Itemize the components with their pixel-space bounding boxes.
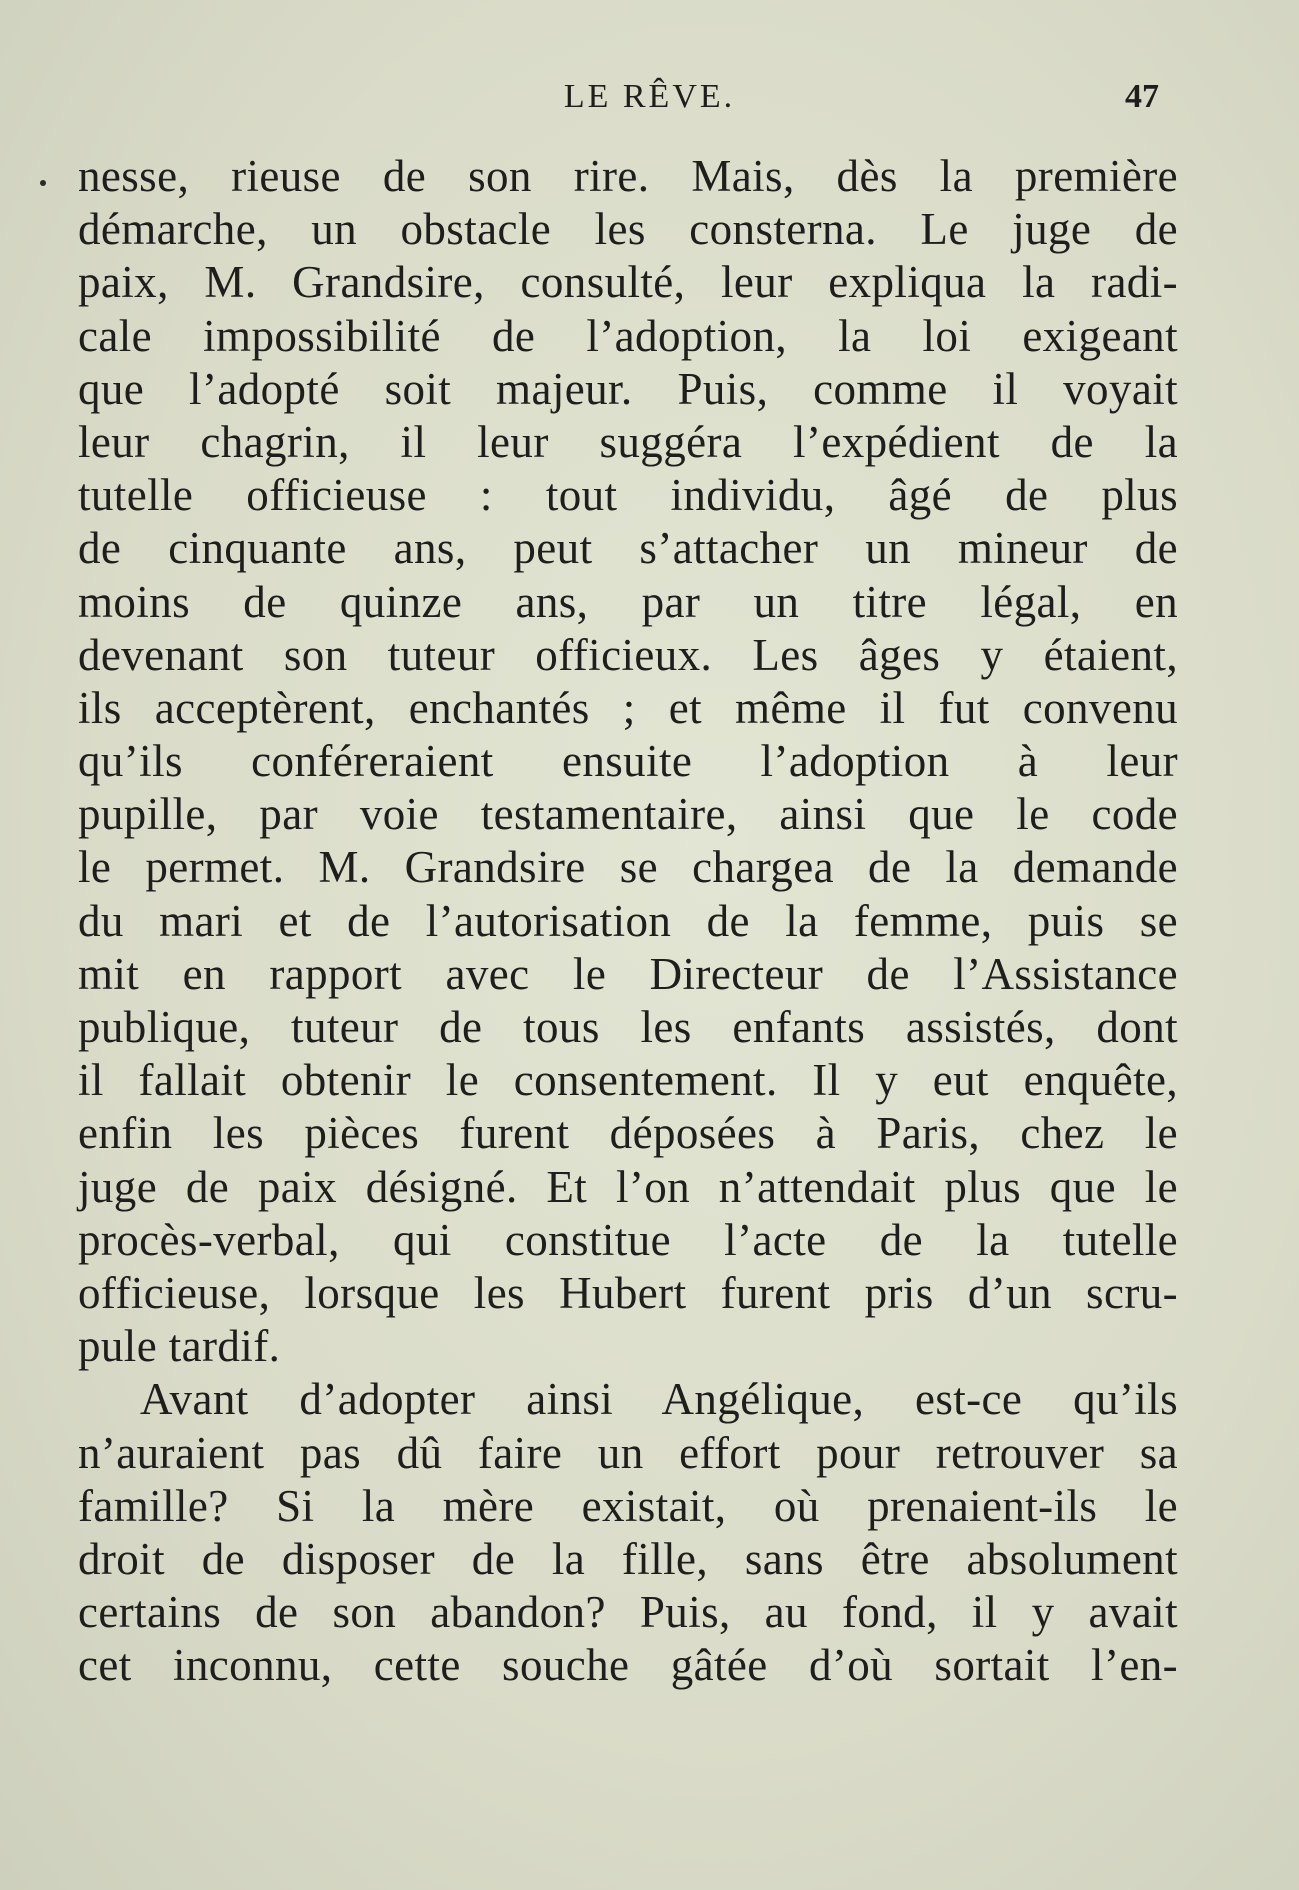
text-line: n’auraient pas dû faire un effort pour retrouver sa <box>78 1427 1178 1478</box>
running-title: LE RÊVE. <box>563 78 736 115</box>
text-line: enfin les pièces furent déposées à Paris, chez le <box>78 1108 1178 1159</box>
page-number: 47 <box>1125 78 1159 115</box>
text-line: cet inconnu, cette souche gâtée d’où sortait l’en- <box>78 1640 1178 1691</box>
text-line: moins de quinze ans, par un titre légal, en <box>78 576 1178 627</box>
text-line: qu’ils conféreraient ensuite l’adoption à leur <box>78 736 1178 787</box>
text-line: tutelle officieuse : tout individu, âgé de plus <box>78 470 1178 521</box>
text-line: démarche, un obstacle les consterna. Le juge de <box>78 204 1178 255</box>
text-line: le permet. M. Grandsire se chargea de la demande <box>78 842 1178 893</box>
text-line: procès-verbal, qui constitue l’acte de la tutelle <box>78 1214 1178 1265</box>
text-line: nesse, rieuse de son rire. Mais, dès la première <box>78 151 1178 201</box>
text-line: Avant d’adopter ainsi Angélique, est-ce qu’ils <box>140 1374 1178 1425</box>
text-line: pule tardif. <box>78 1321 281 1372</box>
text-line: leur chagrin, il leur suggéra l’expédient de la <box>78 416 1178 467</box>
text-line: famille? Si la mère existait, où prenaient-ils le <box>78 1480 1178 1531</box>
running-head <box>0 78 1299 128</box>
text-line: devenant son tuteur officieux. Les âges y étaient, <box>78 629 1178 680</box>
text-line: certains de son abandon? Puis, au fond, il y avait <box>78 1587 1178 1638</box>
text-line: juge de paix désigné. Et l’on n’attendait plus que le <box>78 1161 1178 1212</box>
text-line: officieuse, lorsque les Hubert furent pris d’un scru- <box>78 1267 1178 1318</box>
text-line: publique, tuteur de tous les enfants assistés, dont <box>78 1002 1178 1052</box>
text-line: paix, M. Grandsire, consulté, leur expliqua la radi- <box>78 257 1178 308</box>
text-line: pupille, par voie testamentaire, ainsi que le code <box>78 789 1178 840</box>
text-line: que l’adopté soit majeur. Puis, comme il voyait <box>78 363 1178 414</box>
body-text <box>78 150 1178 1692</box>
text-line: de cinquante ans, peut s’attacher un mineur de <box>78 523 1178 574</box>
margin-mark <box>40 180 46 186</box>
text-line: droit de disposer de la fille, sans être absolument <box>78 1533 1178 1584</box>
text-line: du mari et de l’autorisation de la femme, puis se <box>78 895 1178 946</box>
text-line: ils acceptèrent, enchantés ; et même il fut convenu <box>78 682 1178 733</box>
text-line: il fallait obtenir le consentement. Il y eut enquête, <box>78 1055 1178 1106</box>
text-line: cale impossibilité de l’adoption, la loi exigeant <box>78 310 1178 361</box>
text-line: mit en rapport avec le Directeur de l’Assistance <box>78 948 1178 999</box>
